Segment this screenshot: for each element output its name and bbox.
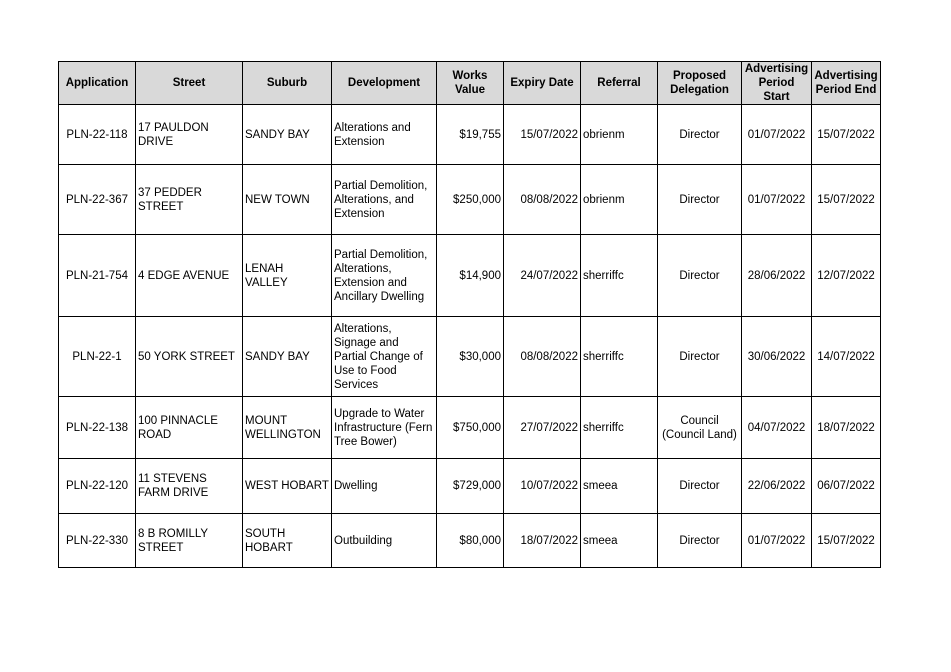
cell-advertising-end: 12/07/2022: [812, 235, 881, 317]
cell-works-value: $250,000: [437, 165, 504, 235]
cell-works-value: $19,755: [437, 105, 504, 165]
header-referral: Referral: [581, 62, 658, 105]
cell-street: 4 EDGE AVENUE: [136, 235, 243, 317]
cell-suburb: SANDY BAY: [243, 317, 332, 397]
cell-advertising-start: 22/06/2022: [742, 459, 812, 514]
table-row: [59, 165, 881, 235]
cell-suburb: WEST HOBART: [243, 459, 332, 514]
header-proposed-delegation: Proposed Delegation: [658, 62, 742, 105]
cell-development: Partial Demolition, Alterations, Extension and Ancillary Dwelling: [332, 235, 437, 317]
cell-development: Outbuilding: [332, 514, 437, 568]
cell-suburb: SANDY BAY: [243, 105, 332, 165]
table-row: [59, 397, 881, 459]
cell-expiry-date: 10/07/2022: [504, 459, 581, 514]
cell-advertising-end: 15/07/2022: [812, 514, 881, 568]
cell-referral: sherriffc: [581, 235, 658, 317]
cell-delegation: Director: [658, 235, 742, 317]
cell-expiry-date: 08/08/2022: [504, 165, 581, 235]
header-advertising-start: Advertising Period Start: [742, 62, 812, 105]
cell-advertising-end: 14/07/2022: [812, 317, 881, 397]
cell-works-value: $750,000: [437, 397, 504, 459]
header-expiry-date: Expiry Date: [504, 62, 581, 105]
header-street: Street: [136, 62, 243, 105]
cell-advertising-start: 01/07/2022: [742, 514, 812, 568]
cell-referral: sherriffc: [581, 317, 658, 397]
cell-works-value: $30,000: [437, 317, 504, 397]
table-row: [59, 317, 881, 397]
cell-expiry-date: 08/08/2022: [504, 317, 581, 397]
cell-development: Alterations, Signage and Partial Change of Use to Food Services: [332, 317, 437, 397]
cell-referral: sherriffc: [581, 397, 658, 459]
cell-street: 17 PAULDON DRIVE: [136, 105, 243, 165]
cell-expiry-date: 18/07/2022: [504, 514, 581, 568]
cell-application: PLN-22-330: [59, 514, 136, 568]
cell-street: 37 PEDDER STREET: [136, 165, 243, 235]
cell-suburb: LENAH VALLEY: [243, 235, 332, 317]
cell-application: PLN-22-120: [59, 459, 136, 514]
cell-works-value: $14,900: [437, 235, 504, 317]
cell-suburb: MOUNT WELLINGTON: [243, 397, 332, 459]
cell-advertising-start: 01/07/2022: [742, 165, 812, 235]
cell-application: PLN-21-754: [59, 235, 136, 317]
cell-street: 11 STEVENS FARM DRIVE: [136, 459, 243, 514]
cell-development: Partial Demolition, Alterations, and Extension: [332, 165, 437, 235]
cell-delegation: Director: [658, 459, 742, 514]
table-row: [59, 514, 881, 568]
cell-referral: smeea: [581, 459, 658, 514]
cell-application: PLN-22-138: [59, 397, 136, 459]
header-development: Development: [332, 62, 437, 105]
header-suburb: Suburb: [243, 62, 332, 105]
cell-delegation: Council (Council Land): [658, 397, 742, 459]
cell-expiry-date: 24/07/2022: [504, 235, 581, 317]
cell-advertising-end: 18/07/2022: [812, 397, 881, 459]
cell-delegation: Director: [658, 105, 742, 165]
header-application: Application: [59, 62, 136, 105]
cell-application: PLN-22-1: [59, 317, 136, 397]
table-row: [59, 459, 881, 514]
cell-advertising-start: 04/07/2022: [742, 397, 812, 459]
cell-suburb: NEW TOWN: [243, 165, 332, 235]
cell-advertising-end: 15/07/2022: [812, 165, 881, 235]
cell-works-value: $80,000: [437, 514, 504, 568]
cell-advertising-end: 15/07/2022: [812, 105, 881, 165]
cell-expiry-date: 27/07/2022: [504, 397, 581, 459]
planning-applications-table: [58, 61, 881, 568]
cell-referral: obrienm: [581, 165, 658, 235]
cell-application: PLN-22-118: [59, 105, 136, 165]
header-works-value: Works Value: [437, 62, 504, 105]
cell-referral: smeea: [581, 514, 658, 568]
header-row: [59, 62, 881, 105]
cell-delegation: Director: [658, 317, 742, 397]
cell-street: 50 YORK STREET: [136, 317, 243, 397]
cell-street: 100 PINNACLE ROAD: [136, 397, 243, 459]
cell-advertising-end: 06/07/2022: [812, 459, 881, 514]
cell-delegation: Director: [658, 514, 742, 568]
cell-suburb: SOUTH HOBART: [243, 514, 332, 568]
cell-advertising-start: 28/06/2022: [742, 235, 812, 317]
table-row: [59, 235, 881, 317]
cell-expiry-date: 15/07/2022: [504, 105, 581, 165]
cell-street: 8 B ROMILLY STREET: [136, 514, 243, 568]
cell-delegation: Director: [658, 165, 742, 235]
cell-referral: obrienm: [581, 105, 658, 165]
cell-application: PLN-22-367: [59, 165, 136, 235]
table-row: [59, 105, 881, 165]
header-advertising-end: Advertising Period End: [812, 62, 881, 105]
cell-advertising-start: 01/07/2022: [742, 105, 812, 165]
cell-development: Upgrade to Water Infrastructure (Fern Tree Bower): [332, 397, 437, 459]
cell-works-value: $729,000: [437, 459, 504, 514]
cell-advertising-start: 30/06/2022: [742, 317, 812, 397]
cell-development: Dwelling: [332, 459, 437, 514]
cell-development: Alterations and Extension: [332, 105, 437, 165]
